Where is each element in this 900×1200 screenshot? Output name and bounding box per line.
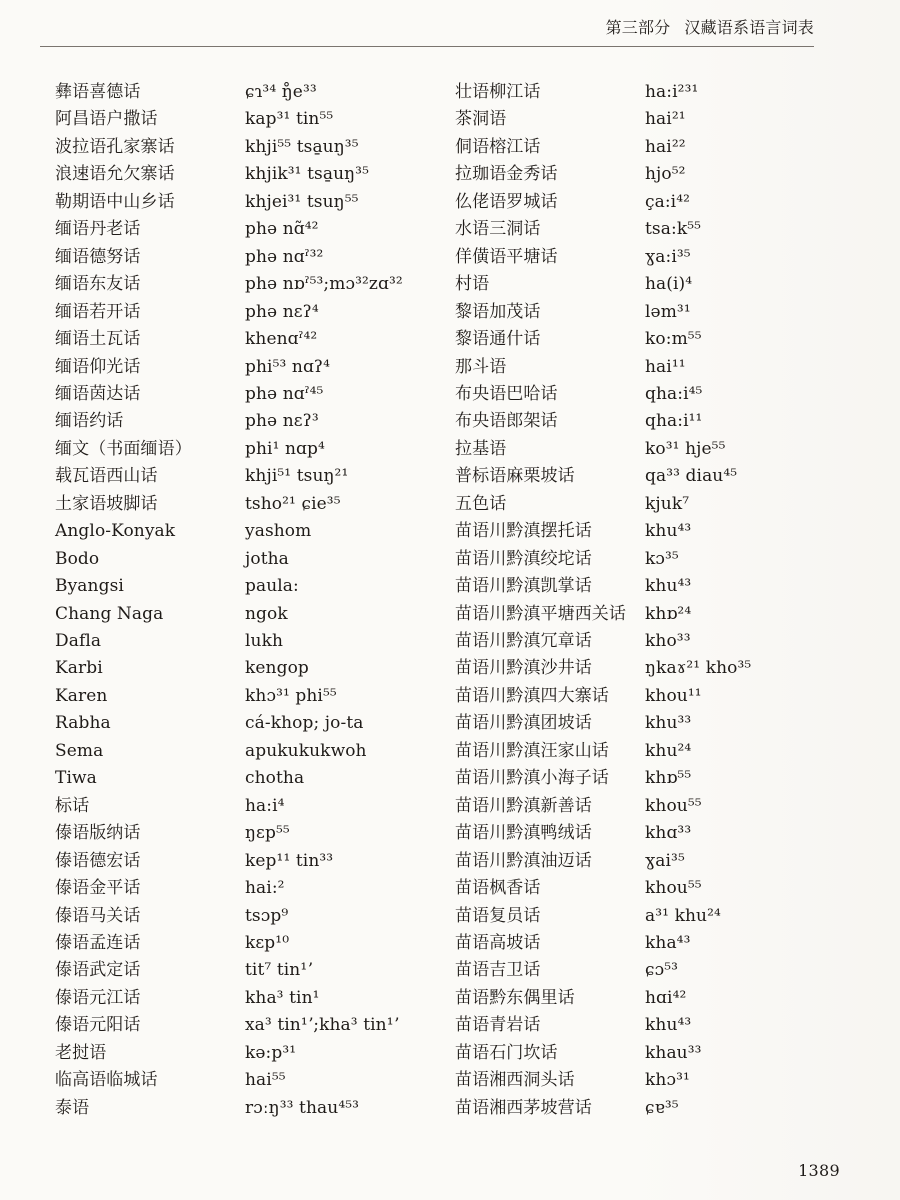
language-name: 缅文（书面缅语） bbox=[55, 438, 192, 459]
list-item bbox=[455, 106, 686, 133]
word-form: ko³¹ hje⁵⁵ bbox=[645, 438, 726, 459]
language-name: 老挝语 bbox=[55, 1042, 107, 1063]
list-item bbox=[55, 518, 311, 545]
language-name: 那斗语 bbox=[455, 356, 507, 377]
language-name: 拉珈语金秀话 bbox=[455, 164, 558, 185]
word-form: kha³ tin¹ bbox=[245, 987, 320, 1008]
list-item bbox=[455, 848, 685, 875]
word-form: ɣai³⁵ bbox=[645, 850, 685, 871]
list-item bbox=[455, 985, 686, 1012]
list-item bbox=[55, 354, 330, 381]
language-name: 缅语丹老话 bbox=[55, 219, 141, 240]
header-part: 第三部分 bbox=[605, 18, 671, 37]
word-form: phi¹ nɑp⁴ bbox=[245, 438, 325, 459]
list-item bbox=[55, 820, 290, 847]
list-item bbox=[55, 463, 348, 490]
word-form: ɣa:i³⁵ bbox=[645, 246, 691, 267]
list-item bbox=[455, 518, 691, 545]
language-name: 苗语川黔滇四大寨话 bbox=[455, 685, 609, 706]
word-form: phə nɑˀ⁴⁵ bbox=[245, 383, 324, 404]
list-item bbox=[55, 381, 323, 408]
word-form: ɕɿ³⁴ ŋ̊e³³ bbox=[245, 82, 317, 102]
word-form: phi⁵³ nɑʔ⁴ bbox=[245, 356, 331, 377]
list-item bbox=[55, 710, 364, 737]
list-item bbox=[55, 655, 309, 682]
list-item bbox=[55, 628, 283, 655]
word-form: khou⁵⁵ bbox=[645, 795, 702, 816]
language-name: Chang Naga bbox=[55, 603, 164, 624]
list-item bbox=[455, 930, 691, 957]
list-item bbox=[455, 161, 686, 188]
header-rule bbox=[40, 46, 814, 47]
word-form: kha⁴³ bbox=[645, 932, 691, 953]
word-form: kengop bbox=[245, 658, 309, 679]
word-form: ngok bbox=[245, 603, 288, 624]
list-item bbox=[55, 1040, 296, 1067]
list-item bbox=[455, 1040, 702, 1067]
word-form: xa³ tin¹ʼ;kha³ tin¹ʼ bbox=[245, 1015, 400, 1036]
language-name: 壮语柳江话 bbox=[455, 82, 541, 102]
word-form: khɒ⁵⁵ bbox=[645, 768, 692, 789]
language-name: 缅语若开话 bbox=[55, 301, 141, 322]
language-name: Karbi bbox=[55, 658, 103, 679]
language-name: 傣语元阳话 bbox=[55, 1015, 141, 1036]
vocabulary-list bbox=[0, 79, 900, 1129]
word-form: kɔ³⁵ bbox=[645, 548, 679, 569]
language-name: 佯僙语平塘话 bbox=[455, 246, 558, 267]
language-name: 标话 bbox=[55, 795, 90, 816]
language-name: 苗语川黔滇团坡话 bbox=[455, 713, 592, 734]
language-name: 土家语坡脚话 bbox=[55, 493, 158, 514]
word-form: phə nɑ̃⁴² bbox=[245, 219, 319, 240]
language-name: Byangsi bbox=[55, 576, 124, 597]
word-form: hai:² bbox=[245, 878, 285, 899]
list-item bbox=[455, 875, 702, 902]
language-name: 苗语复员话 bbox=[455, 905, 541, 926]
word-form: khenɑˀ⁴² bbox=[245, 329, 318, 350]
word-form: ŋkaɤ²¹ kho³⁵ bbox=[645, 658, 752, 679]
list-item bbox=[455, 655, 751, 682]
word-form: khji⁵⁵ tsa̱uŋ³⁵ bbox=[245, 136, 359, 157]
word-form: phə nɛʔ⁴ bbox=[245, 301, 319, 322]
list-item bbox=[55, 793, 285, 820]
list-item bbox=[455, 79, 698, 106]
language-name: 苗语川黔滇油迈话 bbox=[455, 850, 592, 871]
list-item bbox=[455, 271, 692, 298]
list-item bbox=[55, 930, 289, 957]
list-item bbox=[55, 546, 289, 573]
language-name: 苗语川黔滇汪家山话 bbox=[455, 740, 609, 761]
list-item bbox=[55, 491, 341, 518]
list-item bbox=[55, 244, 323, 271]
list-item bbox=[55, 1067, 286, 1094]
list-item bbox=[455, 463, 737, 490]
list-item bbox=[455, 628, 691, 655]
word-form: tsho²¹ ɕie³⁵ bbox=[245, 493, 341, 514]
list-item bbox=[455, 573, 691, 600]
language-name: 波拉语孔家寨话 bbox=[55, 136, 175, 157]
word-form: tit⁷ tin¹ʼ bbox=[245, 960, 313, 981]
word-form: khu³³ bbox=[645, 713, 692, 734]
word-form: tsɔp⁹ bbox=[245, 905, 289, 926]
word-form: khu⁴³ bbox=[645, 521, 692, 542]
word-form: khau³³ bbox=[645, 1042, 702, 1063]
running-header bbox=[592, 18, 814, 38]
list-item bbox=[455, 903, 721, 930]
list-item bbox=[455, 491, 689, 518]
word-form: kap³¹ tin⁵⁵ bbox=[245, 109, 334, 130]
list-item bbox=[55, 573, 299, 600]
language-name: 普标语麻栗坡话 bbox=[455, 466, 575, 487]
word-form: kɛp¹⁰ bbox=[245, 932, 290, 953]
list-item bbox=[55, 738, 367, 765]
list-item bbox=[55, 408, 319, 435]
word-form: khou¹¹ bbox=[645, 685, 702, 706]
list-item bbox=[55, 189, 359, 216]
list-item bbox=[455, 820, 691, 847]
word-form: yashom bbox=[245, 521, 312, 542]
word-form: rɔːŋ³³ thau⁴⁵³ bbox=[245, 1097, 360, 1118]
list-item bbox=[55, 985, 320, 1012]
word-form: khɒ²⁴ bbox=[645, 603, 692, 624]
language-name: 黎语加茂话 bbox=[455, 301, 541, 322]
language-name: 布央语郎架话 bbox=[455, 411, 558, 432]
list-item bbox=[55, 106, 333, 133]
language-name: 泰语 bbox=[55, 1097, 90, 1118]
language-name: 苗语黔东偶里话 bbox=[455, 987, 575, 1008]
list-item bbox=[455, 1095, 679, 1122]
language-name: 缅语德努话 bbox=[55, 246, 141, 267]
word-form: phə nɒˀ⁵³;mɔ³²zɑ³² bbox=[245, 274, 403, 295]
word-form: khji⁵¹ tsuŋ²¹ bbox=[245, 466, 349, 487]
language-name: 侗语榕江话 bbox=[455, 136, 541, 157]
language-name: 缅语土瓦话 bbox=[55, 329, 141, 350]
language-name: 拉基语 bbox=[455, 438, 507, 459]
language-name: 缅语东友话 bbox=[55, 274, 141, 295]
language-name: Karen bbox=[55, 685, 108, 706]
language-name: 苗语湘西茅坡营话 bbox=[455, 1097, 592, 1118]
list-item bbox=[455, 546, 679, 573]
word-form: qha:i⁴⁵ bbox=[645, 383, 703, 404]
list-item bbox=[55, 271, 403, 298]
list-item bbox=[455, 408, 702, 435]
language-name: 傣语元江话 bbox=[55, 987, 141, 1008]
word-form: ha:i⁴ bbox=[245, 795, 285, 816]
language-name: 苗语川黔滇平塘西关话 bbox=[455, 603, 626, 624]
language-name: 傣语孟连话 bbox=[55, 932, 141, 953]
language-name: 苗语吉卫话 bbox=[455, 960, 541, 981]
word-form: hai²² bbox=[645, 136, 686, 157]
list-item bbox=[55, 1012, 399, 1039]
list-item bbox=[455, 710, 691, 737]
list-item bbox=[55, 436, 325, 463]
list-item bbox=[455, 299, 691, 326]
list-item bbox=[55, 683, 337, 710]
list-item bbox=[55, 957, 313, 984]
list-item bbox=[55, 765, 304, 792]
word-form: paula: bbox=[245, 576, 299, 597]
language-name: 黎语通什话 bbox=[455, 329, 541, 350]
list-item bbox=[55, 875, 285, 902]
language-name: 苗语川黔滇沙井话 bbox=[455, 658, 592, 679]
list-item bbox=[55, 848, 333, 875]
word-form: ha(i)⁴ bbox=[645, 274, 693, 295]
word-form: khjei³¹ tsuŋ⁵⁵ bbox=[245, 191, 359, 212]
word-form: kho³³ bbox=[645, 631, 691, 651]
language-name: 傣语金平话 bbox=[55, 878, 141, 899]
word-form: phə nɑˀ³² bbox=[245, 246, 324, 267]
language-name: 傣语版纳话 bbox=[55, 823, 141, 844]
word-form: tsa:k⁵⁵ bbox=[645, 219, 702, 240]
word-form: khou⁵⁵ bbox=[645, 878, 702, 899]
language-name: 阿昌语户撒话 bbox=[55, 109, 158, 130]
language-name: 缅语约话 bbox=[55, 411, 124, 432]
word-form: khɔ³¹ bbox=[645, 1070, 690, 1091]
word-form: kjuk⁷ bbox=[645, 493, 690, 514]
list-item bbox=[455, 1067, 690, 1094]
list-item bbox=[55, 161, 369, 188]
word-form: hai¹¹ bbox=[645, 356, 686, 377]
list-item bbox=[455, 354, 686, 381]
language-name: 村语 bbox=[455, 274, 490, 295]
list-item bbox=[455, 216, 701, 243]
language-name: 苗语枫香话 bbox=[455, 878, 541, 899]
word-form: hai²¹ bbox=[645, 109, 686, 130]
word-form: khu²⁴ bbox=[645, 740, 692, 761]
word-form: khu⁴³ bbox=[645, 1015, 692, 1036]
word-form: ça:i⁴² bbox=[645, 191, 691, 212]
language-name: Rabha bbox=[55, 713, 111, 734]
language-name: 浪速语允欠寨话 bbox=[55, 164, 175, 185]
word-form: kep¹¹ tin³³ bbox=[245, 850, 334, 871]
language-name: 勒期语中山乡话 bbox=[55, 191, 175, 212]
list-item bbox=[55, 903, 288, 930]
word-form: cá-khop; jo-ta bbox=[245, 713, 364, 734]
language-name: 五色话 bbox=[455, 493, 507, 514]
word-form: ɕɔ⁵³ bbox=[645, 960, 679, 981]
list-item bbox=[455, 436, 725, 463]
list-item bbox=[455, 134, 686, 161]
word-form: khɔ³¹ phi⁵⁵ bbox=[245, 685, 337, 706]
list-item bbox=[55, 1095, 359, 1122]
language-name: 苗语川黔滇凯掌话 bbox=[455, 576, 592, 597]
language-name: 缅语茵达话 bbox=[55, 383, 141, 404]
language-name: 临高语临城话 bbox=[55, 1070, 158, 1091]
list-item bbox=[55, 216, 319, 243]
word-form: phə nɛʔ³ bbox=[245, 411, 319, 432]
language-name: 茶洞语 bbox=[455, 109, 507, 130]
word-form: hai⁵⁵ bbox=[245, 1070, 286, 1091]
list-item bbox=[455, 793, 702, 820]
language-name: 苗语川黔滇鸭绒话 bbox=[455, 823, 592, 844]
language-name: 傣语马关话 bbox=[55, 905, 141, 926]
word-form: qha:i¹¹ bbox=[645, 411, 703, 432]
word-form: a³¹ khu²⁴ bbox=[645, 905, 721, 926]
page-number: 1389 bbox=[798, 1161, 840, 1180]
list-item bbox=[455, 189, 690, 216]
list-item bbox=[455, 326, 702, 353]
language-name: 傣语德宏话 bbox=[55, 850, 141, 871]
language-name: 苗语高坡话 bbox=[455, 932, 541, 953]
word-form: lukh bbox=[245, 631, 284, 651]
language-name: Anglo-Konyak bbox=[55, 521, 176, 542]
word-form: chotha bbox=[245, 768, 305, 789]
language-name: 苗语川黔滇摆托话 bbox=[455, 521, 592, 542]
list-item bbox=[455, 381, 702, 408]
language-name: 布央语巴哈话 bbox=[455, 383, 558, 404]
language-name: 仫佬语罗城话 bbox=[455, 191, 558, 212]
language-name: 苗语湘西洞头话 bbox=[455, 1070, 575, 1091]
word-form: khu⁴³ bbox=[645, 576, 692, 597]
list-item bbox=[55, 299, 319, 326]
word-form: kə:p³¹ bbox=[245, 1042, 297, 1063]
word-form: ləm³¹ bbox=[645, 301, 691, 322]
language-name: Dafla bbox=[55, 631, 102, 651]
language-name: 水语三洞话 bbox=[455, 219, 541, 240]
language-name: 傣语武定话 bbox=[55, 960, 141, 981]
language-name: 缅语仰光话 bbox=[55, 356, 141, 377]
language-name: 彝语喜德话 bbox=[55, 82, 141, 102]
list-item bbox=[455, 244, 691, 271]
language-name: Bodo bbox=[55, 548, 100, 569]
list-item bbox=[455, 1012, 691, 1039]
word-form: ŋɛp⁵⁵ bbox=[245, 823, 290, 844]
language-name: 苗语川黔滇小海子话 bbox=[455, 768, 609, 789]
language-name: 苗语川黔滇新善话 bbox=[455, 795, 592, 816]
list-item bbox=[55, 134, 359, 161]
word-form: khjik³¹ tsa̱uŋ³⁵ bbox=[245, 164, 370, 185]
language-name: Tiwa bbox=[55, 768, 97, 789]
word-form: hjo⁵² bbox=[645, 164, 686, 185]
word-form: apukukukwoh bbox=[245, 740, 367, 761]
list-item bbox=[455, 765, 691, 792]
word-form: khɑ³³ bbox=[645, 823, 692, 844]
list-item bbox=[455, 683, 702, 710]
language-name: Sema bbox=[55, 740, 104, 761]
list-item bbox=[55, 326, 317, 353]
language-name: 苗语川黔滇冗章话 bbox=[455, 631, 592, 651]
header-title: 汉藏语系语言词表 bbox=[684, 18, 814, 37]
language-name: 苗语川黔滇绞坨话 bbox=[455, 548, 592, 569]
word-form: qa³³ diau⁴⁵ bbox=[645, 466, 738, 487]
list-item bbox=[55, 79, 317, 106]
language-name: 苗语青岩话 bbox=[455, 1015, 541, 1036]
language-name: 载瓦语西山话 bbox=[55, 466, 158, 487]
word-form: ha:i²³¹ bbox=[645, 82, 699, 102]
word-form: ɕɐ³⁵ bbox=[645, 1097, 679, 1118]
word-form: ko:m⁵⁵ bbox=[645, 329, 702, 350]
language-name: 苗语石门坎话 bbox=[455, 1042, 558, 1063]
list-item bbox=[55, 601, 288, 628]
word-form: hɑi⁴² bbox=[645, 987, 687, 1008]
word-form: jotha bbox=[245, 548, 289, 569]
list-item bbox=[455, 957, 678, 984]
list-item bbox=[455, 601, 691, 628]
list-item bbox=[455, 738, 691, 765]
